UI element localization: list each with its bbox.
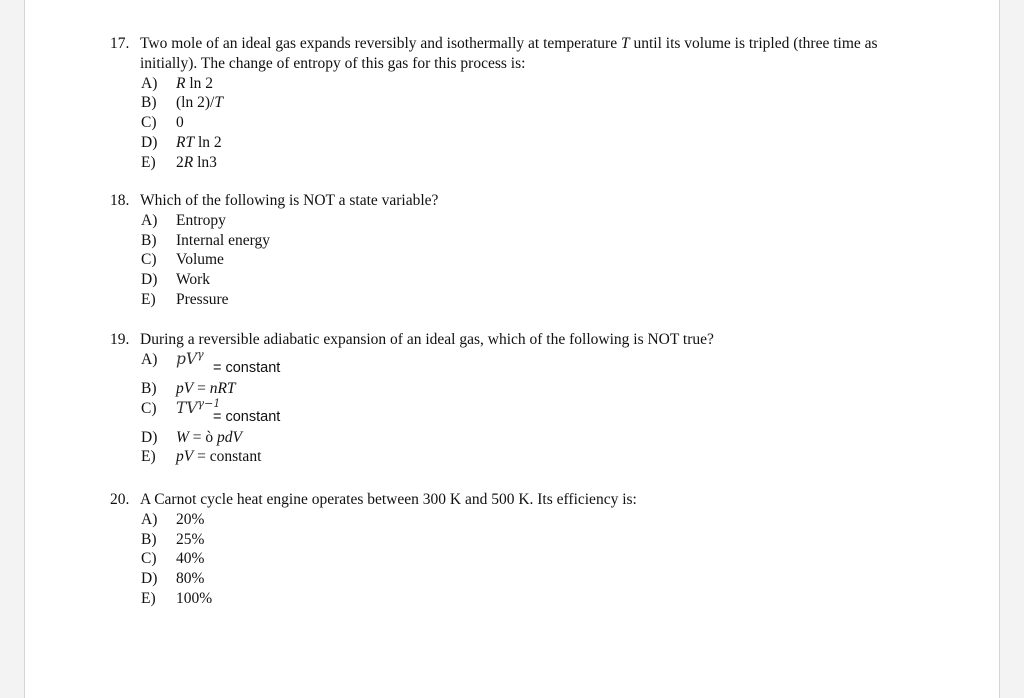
option-b: B) 25% — [141, 530, 205, 548]
question-number: 17. — [110, 35, 130, 52]
option-a: A) $pV^\gamma$ = constant — [141, 347, 281, 376]
options-list — [141, 347, 930, 467]
question-19 — [110, 330, 930, 467]
option-e: E) pV = constant — [141, 448, 262, 466]
question-text: During a reversible adiabatic expansion of an ideal gas, which of the following is NOT true? — [140, 331, 714, 348]
option-d: D) W = ò pdV — [141, 428, 243, 446]
option-b: B) pV = nRT — [141, 379, 236, 397]
option-d: D) RT ln 2 — [141, 133, 222, 151]
question-text: Two mole of an ideal gas expands reversibly and isothermally at temperature T until its volume is tripled (three time as initially). The change of entropy of this gas for this process is: — [140, 35, 878, 72]
option-b: B) (ln 2)/T — [141, 94, 223, 112]
option-e: E) 2R ln3 — [141, 153, 217, 171]
question-18 — [110, 191, 930, 310]
option-e: E) Pressure — [141, 290, 229, 308]
option-a: A) Entropy — [141, 211, 226, 229]
option-e: E) 100% — [141, 589, 213, 607]
option-d: D) Work — [141, 271, 211, 289]
option-c: C) Volume — [141, 251, 224, 269]
options-list — [141, 211, 930, 310]
option-a: A) 20% — [141, 510, 205, 528]
document-page — [24, 0, 1000, 698]
question-17 — [110, 34, 930, 173]
options-list — [141, 74, 930, 173]
option-b: B) Internal energy — [141, 231, 270, 249]
question-number: 18. — [110, 192, 130, 209]
question-number: 20. — [110, 491, 130, 508]
option-c: C) 40% — [141, 550, 205, 568]
option-c: C) 0 — [141, 114, 184, 132]
question-text: Which of the following is NOT a state variable? — [140, 192, 439, 209]
option-a: A) R ln 2 — [141, 74, 214, 92]
option-d: D) 80% — [141, 570, 205, 588]
question-number: 19. — [110, 331, 130, 348]
question-20 — [110, 490, 930, 609]
question-text: A Carnot cycle heat engine operates between 300 K and 500 K. Its efficiency is: — [140, 491, 637, 508]
options-list — [141, 510, 930, 609]
option-c: C) $TV^{\gamma-1}$ = constant — [141, 396, 281, 425]
